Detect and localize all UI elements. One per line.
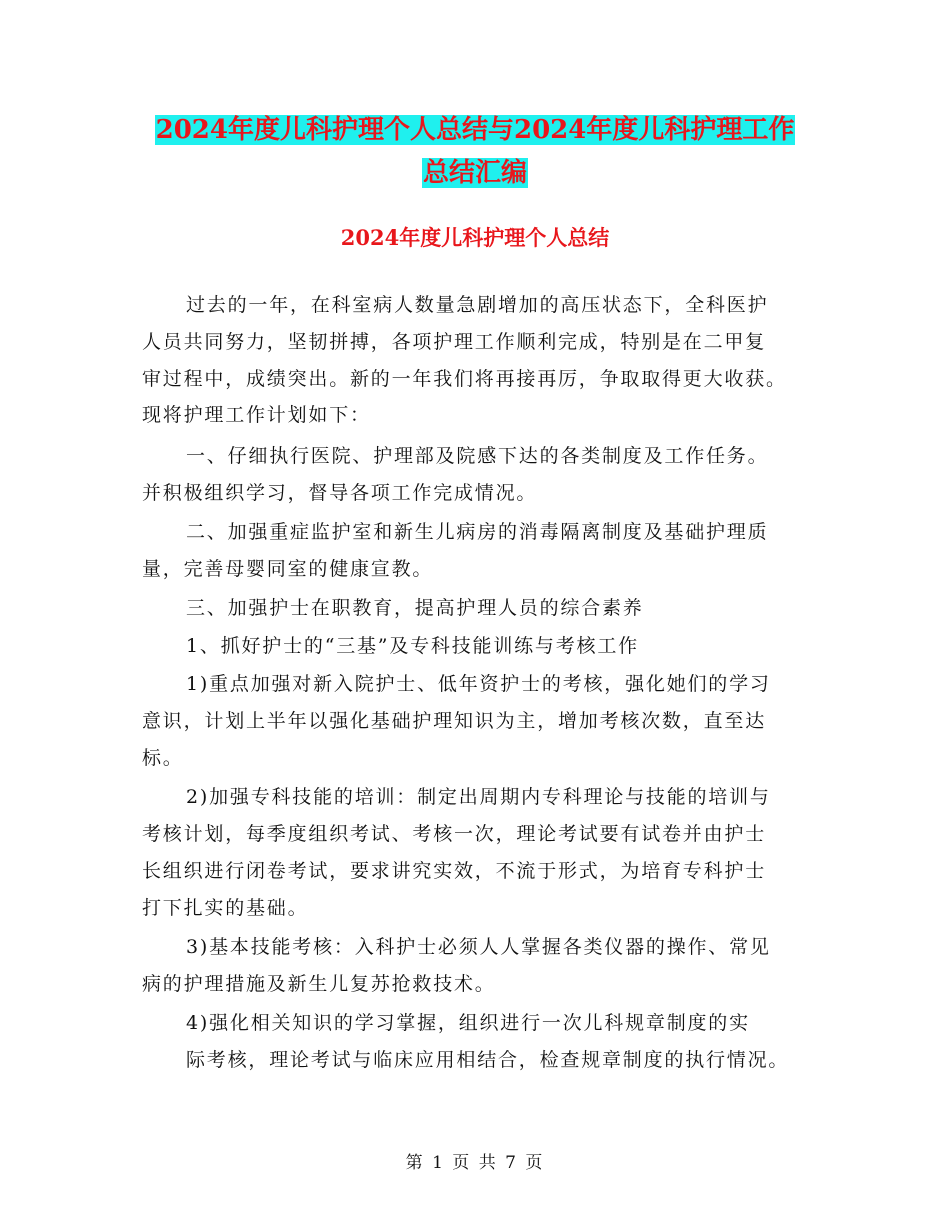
paragraph-line: 三、加强护士在职教育，提高护理人员的综合素养 (186, 597, 644, 619)
paragraph-line: 并积极组织学习，督导各项工作完成情况。 (142, 482, 538, 504)
paragraph-line: 1、抓好护士的“三基”及专科技能训练与考核工作 (186, 635, 639, 657)
paragraph-line: 考核计划，每季度组织考试、考核一次，理论考试要有试卷并由护士 (142, 823, 767, 845)
paragraph-line: 打下扎实的基础。 (142, 897, 309, 919)
paragraph-line: 过去的一年，在科室病人数量急剧增加的高压状态下，全科医护 (186, 294, 769, 316)
paragraph-line: 病的护理措施及新生儿复苏抢救技术。 (142, 973, 496, 995)
paragraph-line: 长组织进行闭卷考试，要求讲究实效，不流于形式，为培育专科护士 (142, 860, 767, 882)
paragraph-line: 1)重点加强对新入院护士、低年资护士的考核，强化她们的学习 (186, 673, 771, 695)
paragraph-line: 3)基本技能考核：入科护士必须人人掌握各类仪器的操作、常见 (186, 936, 771, 958)
paragraph-line: 人员共同努力，坚韧拼搏，各项护理工作顺利完成，特别是在二甲复 (142, 331, 767, 353)
document-title-line-2-text: 总结汇编 (422, 158, 527, 188)
document-title-line-1-text: 2024年度儿科护理个人总结与2024年度儿科护理工作 (155, 115, 795, 145)
paragraph-line: 意识，计划上半年以强化基础护理知识为主，增加考核次数，直至达 (142, 710, 767, 732)
document-title-line-2 (0, 153, 950, 193)
paragraph-line: 现将护理工作计划如下： (142, 404, 371, 426)
paragraph-line: 量，完善母婴同室的健康宣教。 (142, 558, 434, 580)
paragraph-line: 审过程中，成绩突出。新的一年我们将再接再厉，争取取得更大收获。 (142, 368, 787, 390)
paragraph-line: 2)加强专科技能的培训：制定出周期内专科理论与技能的培训与 (186, 786, 771, 808)
paragraph-line: 标。 (142, 747, 184, 769)
document-title-line-1 (0, 110, 950, 150)
page-number-footer: 第 1 页 共 7 页 (405, 1153, 545, 1173)
paragraph-line: 一、仔细执行医院、护理部及院感下达的各类制度及工作任务。 (186, 445, 769, 467)
paragraph-line: 4)强化相关知识的学习掌握，组织进行一次儿科规章制度的实 (186, 1012, 750, 1034)
section-title: 2024年度儿科护理个人总结 (340, 225, 610, 250)
paragraph-line: 际考核，理论考试与临床应用相结合，检查规章制度的执行情况。 (186, 1049, 790, 1071)
paragraph-line: 二、加强重症监护室和新生儿病房的消毒隔离制度及基础护理质 (186, 521, 769, 543)
